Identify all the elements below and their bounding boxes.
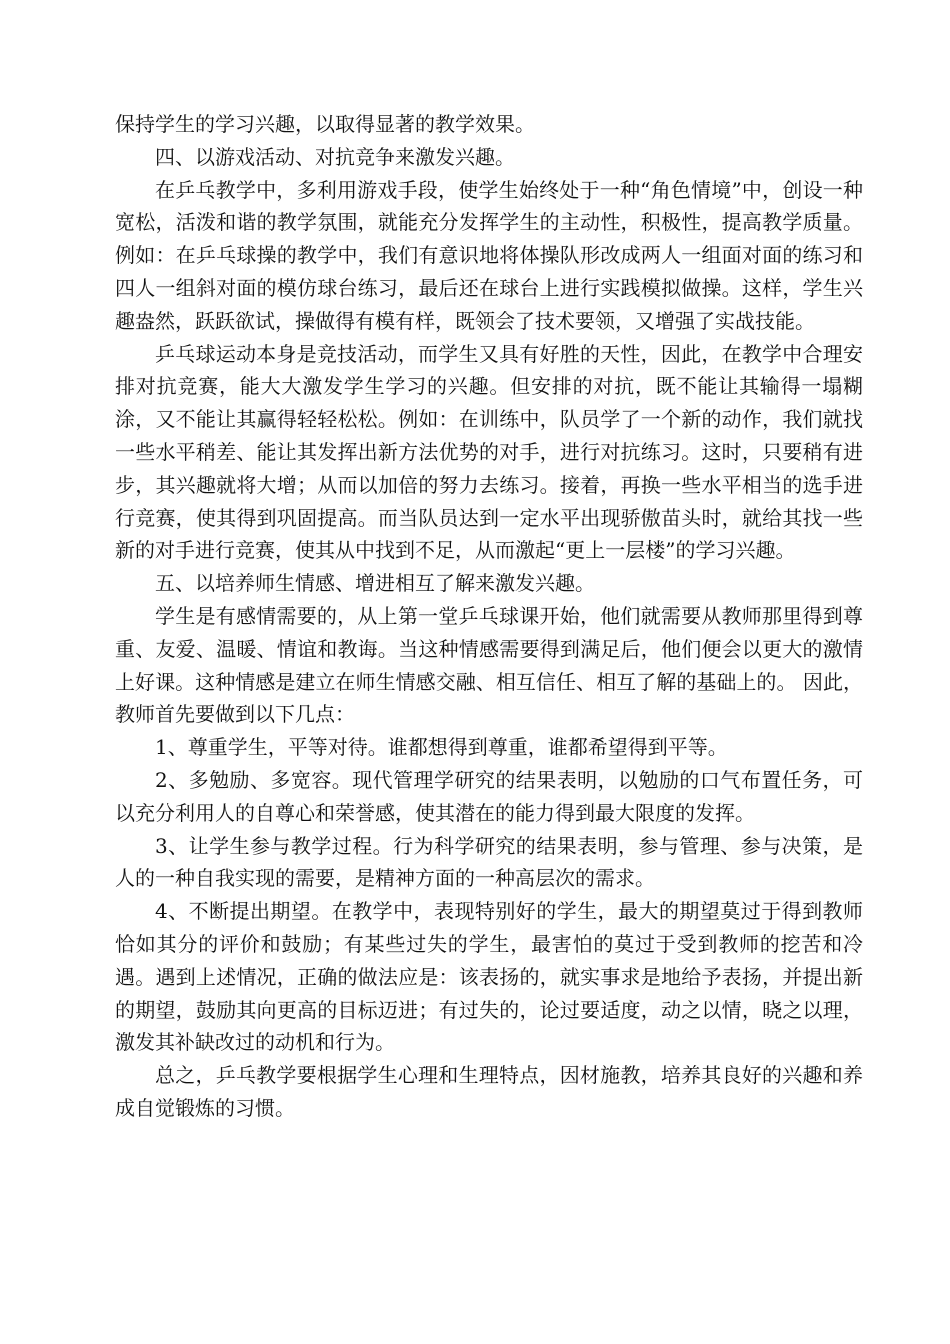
section-5-heading: 五、以培养师生情感、增进相互了解来激发兴趣。 — [155, 571, 595, 596]
list-item: 1、尊重学生，平等对待。谁都想得到尊重，谁都希望得到平等。 — [155, 735, 728, 760]
list-item: 2、多勉励、多宽容。现代管理学研究的结果表明，以勉励的口气布置任务，可以充分利用人的自尊心和荣誉感，使其潜在的能力得到最大限度的发挥。 — [115, 767, 863, 825]
list-item: 3、让学生参与教学过程。行为科学研究的结果表明，参与管理、参与决策，是人的一种自我实现的需要，是精神方面的一种高层次的需求。 — [115, 833, 863, 891]
list-item: 4、不断提出期望。在教学中，表现特别好的学生，最大的期望莫过于得到教师恰如其分的评价和鼓励；有某些过失的学生，最害怕的莫过于受到教师的挖苦和冷遇。遇到上述情况，正确的做法应是：该表扬的，就实事求是地给予表扬，并提出新的期望，鼓励其向更高的目标迈进；有过失的，论过要适度，动之以情，晓之以理，激发其补缺改过的动机和行为。 — [115, 899, 863, 1055]
section-4-heading: 四、以游戏活动、对抗竞争来激发兴趣。 — [155, 144, 515, 169]
continuation-paragraph: 保持学生的学习兴趣，以取得显著的教学效果。 — [115, 112, 535, 136]
section-4-paragraph-2: 乒乓球运动本身是竞技活动，而学生又具有好胜的天性，因此，在教学中合理安排对抗竞赛，能大大激发学生学习的兴趣。但安排的对抗，既不能让其输得一塌糊涂，又不能让其赢得轻轻松松。例如：在训练中，队员学了一个新的动作，我们就找一些水平稍差、能让其发挥出新方法优势的对手，进行对抗练习。这时，只要稍有进步，其兴趣就将大增；从而以加倍的努力去练习。接着，再换一些水平相当的选手进行竞赛，使其得到巩固提高。而当队员达到一定水平出现骄傲苗头时，就给其找一些新的对手进行竞赛，使其从中找到不足，从而激起“更上一层楼”的学习兴趣。 — [115, 341, 863, 563]
section-5-paragraph-1: 学生是有感情需要的，从上第一堂乒乓球课开始，他们就需要从教师那里得到尊重、友爱、温暖、情谊和教诲。当这种情感需要得到满足后，他们便会以更大的激情上好课。这种情感是建立在师生情感交融、相互信任、相互了解的基础上的。 因此，教师首先要做到以下几点： — [115, 603, 863, 727]
conclusion-paragraph: 总之，乒乓教学要根据学生心理和生理特点，因材施教，培养其良好的兴趣和养成自觉锻炼的习惯。 — [115, 1063, 863, 1120]
document-page — [115, 108, 863, 1125]
section-4-paragraph-1: 在乒乓教学中，多利用游戏手段，使学生始终处于一种“角色情境”中，创设一种宽松，活泼和谐的教学氛围，就能充分发挥学生的主动性，积极性，提高教学质量。例如：在乒乓球操的教学中，我们有意识地将体操队形改成两人一组面对面的练习和四人一组斜对面的模仿球台练习，最后还在球台上进行实践模拟做操。这样，学生兴趣盎然，跃跃欲试，操做得有模有样，既领会了技术要领，又增强了实战技能。 — [115, 177, 863, 333]
